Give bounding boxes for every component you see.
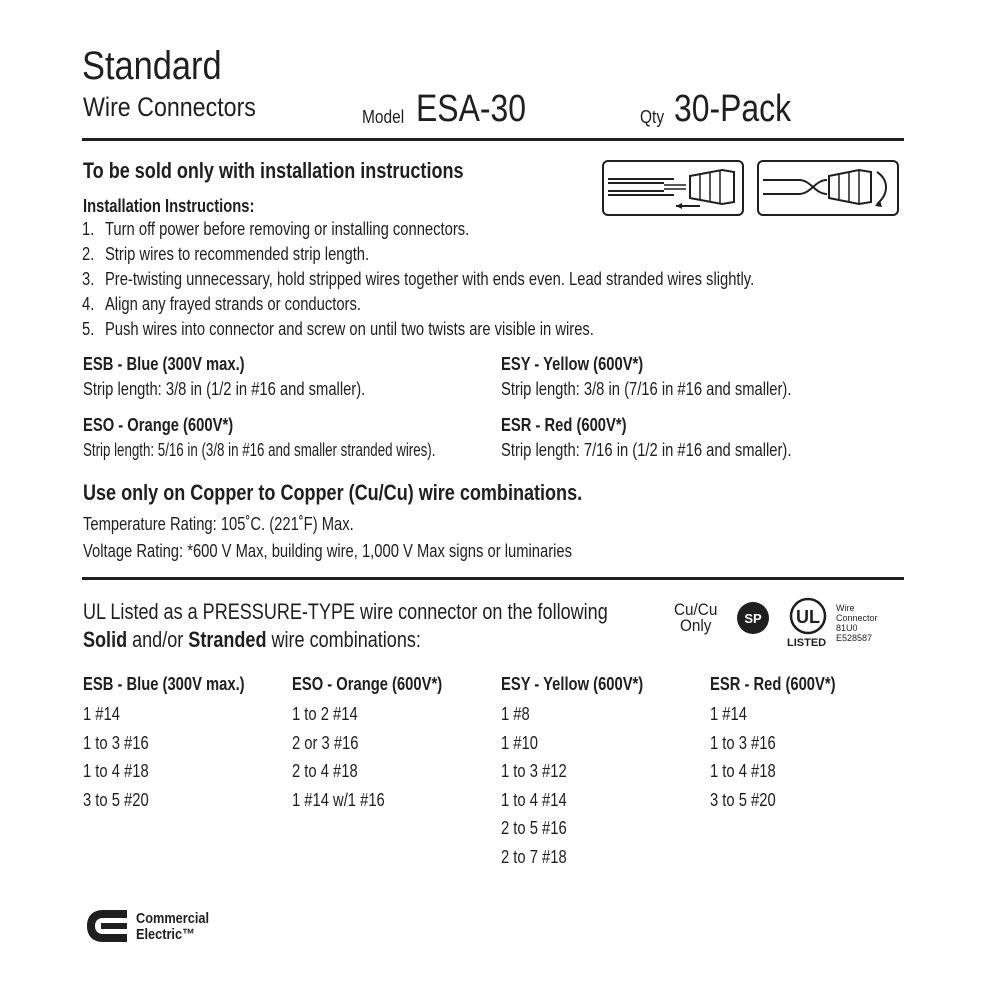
cu-cu-only-mark: Cu/Cu Only xyxy=(674,600,718,635)
model-value: ESA-30 xyxy=(416,88,527,130)
svg-text:SP: SP xyxy=(744,611,762,626)
list-item: 1 to 3 #16 xyxy=(710,732,776,753)
product-title: Standard xyxy=(82,44,222,88)
step-item: 2. Strip wires to recommended strip length. xyxy=(82,244,370,264)
temperature-rating: Temperature Rating: 105˚C. (221˚F) Max. xyxy=(83,514,354,534)
column-heading: ESR - Red (600V*) xyxy=(710,674,836,694)
ul-logo xyxy=(789,597,827,635)
column-heading: ESB - Blue (300V max.) xyxy=(83,674,245,694)
twist-connector-icon xyxy=(759,162,897,214)
list-item: 1 to 2 #14 xyxy=(292,704,358,724)
strip-orange-heading: ESO - Orange (600V*) xyxy=(83,415,234,435)
list-item: 1 to 4 #18 xyxy=(710,761,776,781)
step-item: 4. Align any frayed strands or conductors. xyxy=(82,294,361,314)
strip-orange-text: Strip length: 5/16 in (3/8 in #16 and smaller stranded wires). xyxy=(83,440,436,460)
svg-text:UL: UL xyxy=(796,607,820,627)
installation-instructions-heading: Installation Instructions: xyxy=(83,196,255,216)
ul-listed-label: LISTED xyxy=(787,637,827,649)
list-item: 1 #14 w/1 #16 xyxy=(292,789,385,810)
header-divider xyxy=(82,138,904,141)
section-divider xyxy=(82,577,904,580)
ul-listing-details: Wire Connector 81U0 E528587 xyxy=(836,603,878,643)
combinations-blue-column xyxy=(83,674,280,818)
list-item: 2 to 5 #16 xyxy=(501,818,567,838)
strip-yellow-text: Strip length: 3/8 in (7/16 in #16 and smaller). xyxy=(501,379,792,399)
strip-red-text: Strip length: 7/16 in (1/2 in #16 and smaller). xyxy=(501,440,792,460)
step-item: 1. Turn off power before removing or installing connectors. xyxy=(82,219,470,239)
qty-value: 30-Pack xyxy=(674,88,792,130)
twist-on-diagram xyxy=(757,160,899,216)
ul-statement-line2: Solid and/or Stranded wire combinations: xyxy=(83,627,421,652)
step-item: 3. Pre-twisting unnecessary, hold stripped wires together with ends even. Lead stranded wires slightly. xyxy=(82,269,755,289)
installation-steps xyxy=(82,219,902,344)
list-item: 1 #8 xyxy=(501,704,530,724)
strip-yellow-heading: ESY - Yellow (600V*) xyxy=(501,354,644,374)
product-subtitle: Wire Connectors xyxy=(83,92,256,122)
strip-blue-heading: ESB - Blue (300V max.) xyxy=(83,354,245,374)
wire-insert-icon xyxy=(604,162,742,214)
commercial-electric-logo-icon xyxy=(83,906,131,946)
brand-name: Commercial Electric™ xyxy=(136,910,209,943)
strip-red-heading: ESR - Red (600V*) xyxy=(501,415,627,435)
list-item: 1 to 4 #18 xyxy=(83,761,149,781)
list-item: 1 #10 xyxy=(501,732,538,753)
list-item: 3 to 5 #20 xyxy=(83,789,149,810)
qty-label: Qty xyxy=(640,107,665,127)
list-item: 2 or 3 #16 xyxy=(292,732,359,753)
csa-logo xyxy=(735,600,771,636)
combinations-yellow-column xyxy=(501,674,674,875)
combinations-orange-column xyxy=(292,674,475,818)
list-item: 2 to 4 #18 xyxy=(292,761,358,781)
ul-statement-line1: UL Listed as a PRESSURE-TYPE wire connector on the following xyxy=(83,599,608,624)
combinations-red-column xyxy=(710,674,863,818)
list-item: 1 to 3 #12 xyxy=(501,761,567,781)
list-item: 1 #14 xyxy=(83,704,120,724)
column-heading: ESO - Orange (600V*) xyxy=(292,674,443,694)
list-item: 3 to 5 #20 xyxy=(710,789,776,810)
column-heading: ESY - Yellow (600V*) xyxy=(501,674,644,694)
voltage-rating: Voltage Rating: *600 V Max, building wire, 1,000 V Max signs or luminaries xyxy=(83,541,572,561)
model-label: Model xyxy=(362,107,405,127)
sold-with-instructions-heading: To be sold only with installation instructions xyxy=(83,158,464,183)
copper-only-heading: Use only on Copper to Copper (Cu/Cu) wire combinations. xyxy=(83,480,583,505)
strip-blue-text: Strip length: 3/8 in (1/2 in #16 and smaller). xyxy=(83,379,366,399)
list-item: 1 to 3 #16 xyxy=(83,732,149,753)
strip-insert-diagram xyxy=(602,160,744,216)
list-item: 1 #14 xyxy=(710,704,747,724)
list-item: 2 to 7 #18 xyxy=(501,846,567,867)
list-item: 1 to 4 #14 xyxy=(501,789,567,810)
step-item: 5. Push wires into connector and screw on until two twists are visible in wires. xyxy=(82,319,594,339)
